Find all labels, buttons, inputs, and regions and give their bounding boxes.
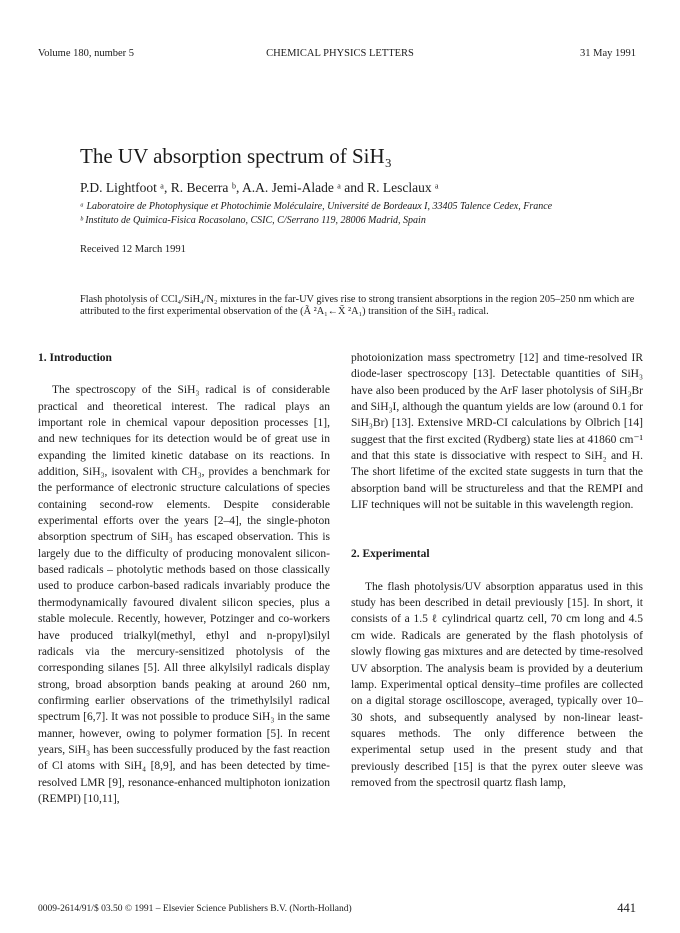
introduction-continued-paragraph: photoionization mass spectrometry [12] and time-resolved IR diode-laser spectroscopy [13]. Detectable quantities of SiH₃ have also been produced by the ArF laser photolysis of SiH₃Br and SiH₃I, although the quantum yields are low (around 0.1 for SiH₃Br) [13]. Extensive MRD-CI calculations by Olbrich [14] suggest that the first excited (Rydberg) state lies at 41860 cm⁻¹ and that this state is dissociative with respect to SiH₂ and H. The short lifetime of the excited state suggests in turn that the absorption band will be structureless and that the REMPI and LIF techniques will not be suitable in this wavelength region. [351, 352, 643, 512]
left-column [38, 350, 330, 807]
running-header-volume: Volume 180, number 5 [38, 48, 135, 59]
received-date: Received 12 March 1991 [80, 244, 186, 255]
affiliation-a: ᵃ Laboratoire de Photophysique et Photochimie Moléculaire, Université de Bordeaux I, 33405 Talence Cedex, France [80, 201, 553, 212]
section-heading-experimental: 2. Experimental [351, 548, 430, 561]
introduction-paragraph: The spectroscopy of the SiH₃ radical is of considerable practical and theoretical interest. The radical plays an important role in chemical vapour deposition processes [1], and new techniques for its detection would be of great use in expanding the limited kinetic database on its reactions. In addition, SiH₃, isovalent with CH₃, provides a benchmark for the performance of electronic structure calculations of species containing second-row elements. Despite considerable experimental efforts over the years [2–4], the single-photon absorption spectrum of SiH₃ has escaped observation. This is largely due to the difficulty of producing monovalent silicon-based radicals – photolytic methods based on those classically used to produce carbon-based radicals invariably produce the thermodynamically favoured divalent silicon species, plus a stable molecule. Recently, however, Potzinger and co-workers have produced trialkyl(methyl, ethyl and n-propyl)silyl radicals via the mercury-sensitized photolysis of the corresponding silanes [5]. All three alkylsilyl radicals display strong, broad absorption bands peaking at around 260 nm, confirming earlier observations of the trimethylsilyl radical spectrum [6,7]. It was not possible to produce SiH₃ in the same manner, however, owing to polymer formation [5]. In recent years, SiH₃ has been successfully produced by the fast reaction of Cl atoms with SiH₄ [8,9], and has been detected by time-resolved LMR [9], resonance-enhanced multiphoton ionization (REMPI) [10,11], [38, 384, 330, 805]
affiliation-b: ᵇ Instituto de Quimica-Fisica Rocasolano, CSIC, C/Serrano 119, 28006 Madrid, Spain [80, 215, 426, 226]
article-title: The UV absorption spectrum of SiH₃ [80, 144, 392, 168]
page-number: 441 [617, 901, 636, 915]
running-header-journal: CHEMICAL PHYSICS LETTERS [266, 48, 414, 59]
running-header-date: 31 May 1991 [580, 48, 636, 59]
abstract: Flash photolysis of CCl₄/SiH₄/N₂ mixtures in the far-UV gives rise to strong transient absorptions in the region 205–250 nm which are attributed to the first experimental observation of the (Ã ²A₁←X̃ ²A₁) transition of the SiH₃ radical. [80, 294, 635, 317]
right-column [351, 350, 643, 791]
section-heading-introduction: 1. Introduction [38, 352, 112, 364]
experimental-paragraph: The flash photolysis/UV absorption apparatus used in this study has been described in detail previously [15]. In short, it consists of a 1.5 ℓ cylindrical quartz cell, 70 cm long and 4.5 cm wide. Radicals are generated by the flash photolysis of slowly flowing gas mixtures and are detected by time-resolved UV absorption. The analysis beam is provided by a deuterium lamp. Experimental optical density–time profiles are collected on a digital storage oscilloscope, averaged, typically over 10–30 shots, and subsequently analysed by non-linear least-squares methods. The only difference between the experimental setup used in the present study and that previously described [15] is that the pyrex outer sleeve was removed from the spectrosil quartz flash lamp, [351, 580, 643, 789]
author-list: P.D. Lightfoot ᵃ, R. Becerra ᵇ, A.A. Jemi-Alade ᵃ and R. Lesclaux ᵃ [80, 180, 439, 195]
copyright-footer: 0009-2614/91/$ 03.50 © 1991 – Elsevier Science Publishers B.V. (North-Holland) [38, 904, 352, 914]
